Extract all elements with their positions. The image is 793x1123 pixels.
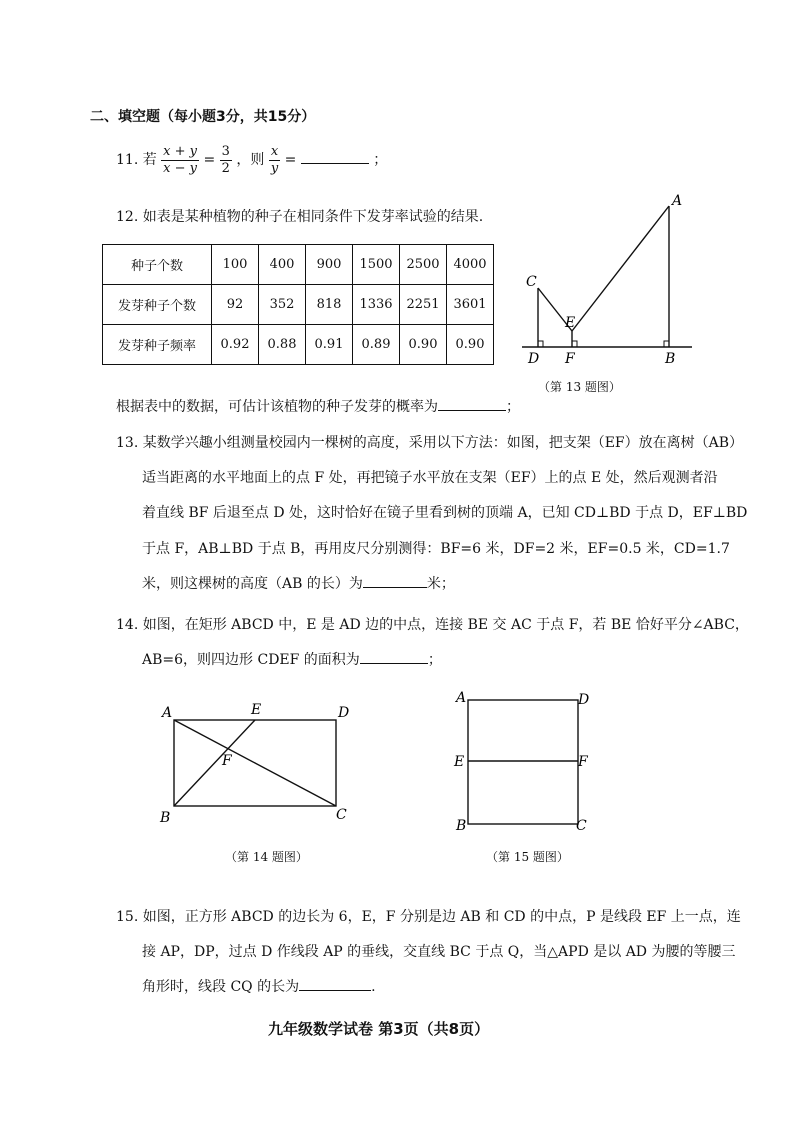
q15-end: . bbox=[371, 979, 376, 995]
table-cell: 0.89 bbox=[353, 325, 400, 365]
fig14-label-a: A bbox=[162, 705, 173, 721]
fig13-right-angle-f bbox=[572, 341, 577, 347]
q11-fraction-3-denominator: y bbox=[270, 160, 279, 176]
q12-answer-blank[interactable] bbox=[438, 396, 506, 411]
q11-equals-2: = bbox=[284, 152, 297, 168]
q11-fraction-2 bbox=[220, 144, 232, 177]
table-cell: 100 bbox=[212, 245, 259, 285]
q13-line-5 bbox=[142, 573, 455, 593]
fig13-label-f: F bbox=[565, 351, 575, 366]
question-11 bbox=[116, 140, 387, 180]
table-cell: 3601 bbox=[447, 285, 494, 325]
fig14-label-f: F bbox=[222, 753, 232, 769]
q15-line-1: 如图，正方形 ABCD 的边长为 6，E，F 分别是边 AB 和 CD 的中点，P 是线段 EF 上一点，连 bbox=[142, 909, 741, 925]
q13-line-1: 某数学兴趣小组测量校园内一棵树的高度，采用以下方法：如图，把支架（EF）放在离树（AB） bbox=[142, 435, 744, 451]
fig15-label-f: F bbox=[578, 754, 588, 770]
table-cell: 0.90 bbox=[400, 325, 447, 365]
fig13-right-angle-d bbox=[538, 341, 543, 347]
question-12 bbox=[116, 206, 483, 226]
q15-line-3 bbox=[142, 976, 376, 996]
fig14-segment-be bbox=[174, 720, 255, 806]
q11-fraction-3-numerator: x bbox=[269, 144, 280, 161]
page-footer: 九年级数学试卷 第3页（共8页） bbox=[268, 1020, 490, 1038]
fig15-label-a: A bbox=[456, 690, 467, 706]
q13-line-5-text: 米，则这棵树的高度（AB 的长）为 bbox=[142, 576, 363, 592]
fig13-segment-ea bbox=[572, 206, 669, 331]
q12-follow-text: 根据表中的数据，可估计该植物的种子发芽的概率为 bbox=[116, 399, 438, 415]
table-cell: 0.91 bbox=[306, 325, 353, 365]
fig14-label-b: B bbox=[160, 810, 171, 826]
fig15-label-d: D bbox=[578, 692, 590, 708]
q11-fraction-1-denominator: x − y bbox=[163, 160, 198, 176]
q12-follow-line bbox=[116, 396, 520, 416]
q11-fraction-1 bbox=[161, 144, 199, 177]
q15-answer-blank[interactable] bbox=[299, 976, 371, 991]
table-cell: 4000 bbox=[447, 245, 494, 285]
question-13 bbox=[116, 432, 743, 452]
fig13-caption: （第 13 题图） bbox=[538, 380, 621, 394]
fig14-label-d: D bbox=[338, 705, 350, 721]
q11-fraction-2-denominator: 2 bbox=[221, 160, 230, 176]
table-row bbox=[103, 245, 494, 285]
table-cell: 400 bbox=[259, 245, 306, 285]
q12-text: 如表是某种植物的种子在相同条件下发芽率试验的结果. bbox=[142, 209, 484, 225]
fig13-label-b: B bbox=[665, 351, 676, 366]
question-14 bbox=[116, 614, 749, 634]
q11-number: 11. bbox=[116, 152, 139, 168]
figure-13 bbox=[510, 186, 700, 366]
q11-mid: ，则 bbox=[236, 152, 265, 168]
q14-number: 14. bbox=[116, 617, 139, 633]
q14-end: ； bbox=[427, 652, 442, 668]
fig15-label-e: E bbox=[454, 754, 465, 770]
q13-line-3: 着直线 BF 后退至点 D 处，这时恰好在镜子里看到树的顶端 A，已知 CD⊥BD 于点 D，EF⊥BD bbox=[142, 505, 748, 521]
figure-15 bbox=[444, 686, 604, 836]
table-cell: 818 bbox=[306, 285, 353, 325]
fig13-label-e: E bbox=[565, 315, 576, 331]
q15-number: 15. bbox=[116, 909, 139, 925]
q14-line-2 bbox=[142, 649, 442, 669]
q15-line-2: 接 AP，DP，过点 D 作线段 AP 的垂线，交直线 BC 于点 Q，当△APD 是以 AD 为腰的等腰三 bbox=[142, 944, 736, 960]
q11-fraction-1-numerator: x + y bbox=[163, 143, 198, 159]
q11-fraction-2-numerator: 3 bbox=[221, 143, 230, 159]
fig14-caption: （第 14 题图） bbox=[225, 850, 308, 864]
fig15-caption: （第 15 题图） bbox=[486, 850, 569, 864]
q11-equals: = bbox=[203, 152, 216, 168]
seed-table bbox=[102, 244, 494, 365]
fig13-label-a: A bbox=[672, 193, 683, 209]
q13-line-4: 于点 F，AB⊥BD 于点 B，再用皮尺分别测得：BF=6 米，DF=2 米，EF=0.5 米，CD=1.7 bbox=[142, 541, 730, 557]
q13-line-2: 适当距离的水平地面上的点 F 处，再把镜子水平放在支架（EF）上的点 E 处，然后观测者沿 bbox=[142, 470, 718, 486]
q13-answer-blank[interactable] bbox=[363, 573, 427, 588]
question-15 bbox=[116, 906, 741, 926]
fig15-square-abcd bbox=[468, 700, 578, 824]
q11-lead: 若 bbox=[142, 152, 157, 168]
q14-answer-blank[interactable] bbox=[360, 649, 428, 664]
table-cell: 900 bbox=[306, 245, 353, 285]
table-cell: 92 bbox=[212, 285, 259, 325]
fig15-label-c: C bbox=[576, 818, 587, 834]
q14-line-2-text: AB=6，则四边形 CDEF 的面积为 bbox=[142, 652, 360, 668]
section-title: 二、填空题（每小题3分，共15分） bbox=[90, 109, 316, 125]
table-cell: 发芽种子个数 bbox=[103, 285, 212, 325]
q13-number: 13. bbox=[116, 435, 139, 451]
table-cell: 0.92 bbox=[212, 325, 259, 365]
fig14-diagonal-ac bbox=[174, 720, 336, 806]
table-cell: 0.90 bbox=[447, 325, 494, 365]
table-cell: 1500 bbox=[353, 245, 400, 285]
fig14-label-e: E bbox=[251, 702, 262, 718]
q12-end: ； bbox=[506, 399, 520, 415]
q11-fraction-3 bbox=[269, 144, 280, 177]
table-cell: 2500 bbox=[400, 245, 447, 285]
fig13-label-c: C bbox=[526, 274, 537, 290]
table-cell: 1336 bbox=[353, 285, 400, 325]
q13-line-5-unit: 米； bbox=[426, 576, 455, 592]
q15-line-3-text: 角形时，线段 CQ 的长为 bbox=[142, 979, 300, 995]
q12-number: 12. bbox=[116, 209, 139, 225]
table-cell: 发芽种子频率 bbox=[103, 325, 212, 365]
figure-14 bbox=[150, 696, 360, 828]
table-row bbox=[103, 285, 494, 325]
table-cell: 0.88 bbox=[259, 325, 306, 365]
table-cell: 种子个数 bbox=[103, 245, 212, 285]
table-cell: 2251 bbox=[400, 285, 447, 325]
q14-line-1: 如图，在矩形 ABCD 中，E 是 AD 边的中点，连接 BE 交 AC 于点 F，若 BE 恰好平分∠ABC， bbox=[142, 617, 749, 633]
q11-answer-blank[interactable] bbox=[301, 149, 369, 164]
fig15-label-b: B bbox=[456, 818, 467, 834]
fig13-right-angle-b bbox=[664, 341, 669, 347]
fig13-label-d: D bbox=[528, 351, 540, 366]
fig14-label-c: C bbox=[336, 807, 347, 823]
q11-end: ； bbox=[373, 152, 388, 168]
table-cell: 352 bbox=[259, 285, 306, 325]
table-row bbox=[103, 325, 494, 365]
